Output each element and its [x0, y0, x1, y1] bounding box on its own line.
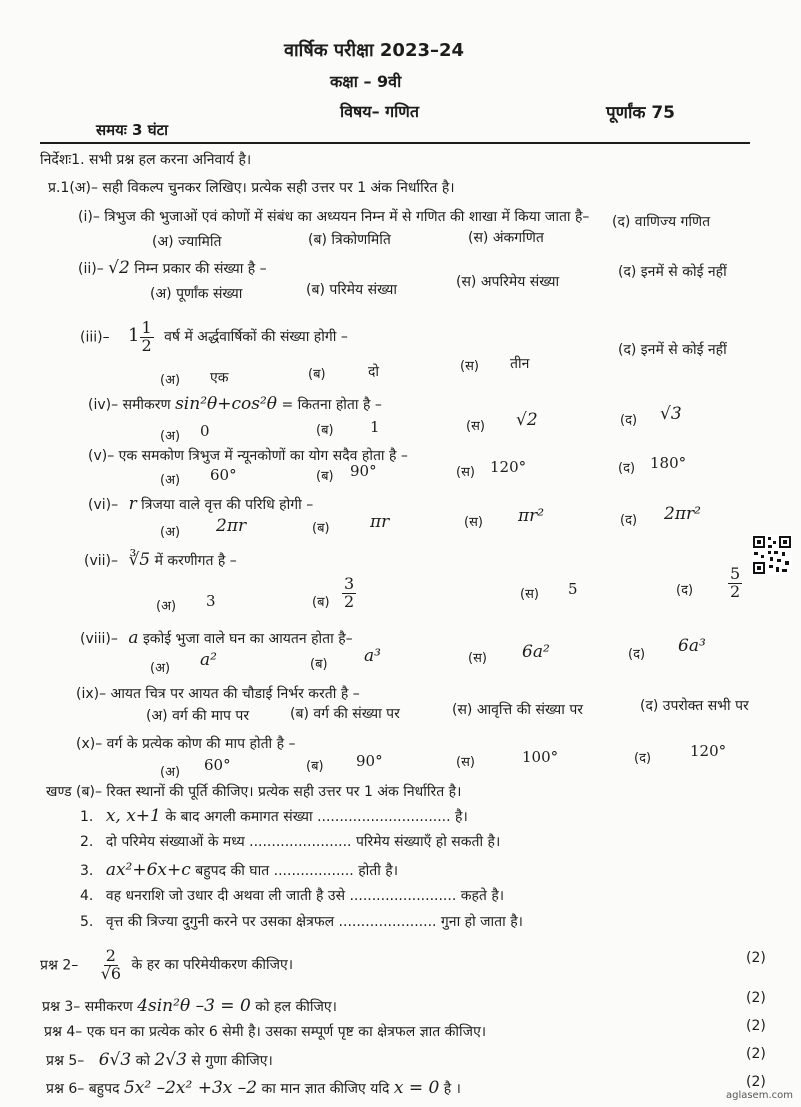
question-label: प्रश्न 2– — [40, 957, 79, 974]
question-text: त्रिभुज की भुजाओं एवं कोणों में संबंध का अध्ययन निम्न में से गणित की शाखा में किया जाता है– — [104, 209, 590, 225]
item-text: वृत्त की त्रिज्या दुगुनी करने पर उसका क्षेत्रफल ...................... गुना हो जाता है। — [105, 914, 523, 930]
fill-blank-item — [80, 806, 468, 826]
option-value: 90° — [356, 752, 383, 770]
question-math: r — [128, 494, 137, 514]
question-row — [80, 320, 348, 355]
question-number: (i)– — [78, 209, 100, 225]
question-row — [76, 684, 360, 703]
item-math: ax²+6x+c — [105, 860, 191, 880]
q1a-heading: प्र.1(अ)– सही विकल्प चुनकर लिखिए। प्रत्येक सही उत्तर पर 1 अंक निर्धारित है। — [48, 180, 455, 196]
option-label: (स) — [456, 755, 475, 770]
question-number: (ix)– — [76, 686, 107, 702]
mixed-fraction: $\frac{1}{2}$ — [141, 318, 152, 355]
option: (अ) पूर्णांक संख्या — [150, 286, 243, 302]
question-text: वर्ष में अर्द्धवार्षिकों की संख्या होगी – — [164, 329, 348, 346]
question-number: (vii)– — [84, 553, 118, 569]
option-label: (स) — [460, 359, 479, 374]
question-text: के हर का परिमेयीकरण कीजिए। — [131, 957, 294, 974]
option-label: (द) — [620, 413, 638, 428]
question-row — [76, 734, 296, 753]
question-text: त्रिजया वाले वृत्त की परिधि होगी – — [141, 497, 314, 513]
question-text: इकोई भुजा वाले घन का आयतन होता है– — [142, 631, 353, 647]
fill-blank-item — [80, 832, 500, 851]
question-text: को — [135, 1053, 150, 1069]
option-value: πr — [370, 512, 390, 532]
option-value: 0 — [200, 422, 210, 440]
question-text: से गुणा कीजिए। — [191, 1053, 273, 1069]
item-text: दो परिमेय संख्याओं के मध्य ....................... परिमेय संख्याएँ हो सकती है। — [105, 834, 501, 850]
marks: (2) — [746, 1046, 766, 1062]
item-text: बहुपद की घात .................. होती है। — [195, 863, 399, 879]
question-label: प्रश्न 5– — [46, 1053, 85, 1069]
option-label: (अ) — [160, 525, 181, 540]
marks: (2) — [746, 990, 766, 1006]
option-value: 100° — [522, 748, 559, 766]
option-value: 90° — [350, 462, 377, 480]
question-label: प्रश्न 4– — [44, 1024, 83, 1040]
question-text: वर्ग के प्रत्येक कोण की माप होती है – — [106, 736, 296, 752]
fill-blank-item — [80, 912, 523, 931]
question-row — [88, 394, 382, 414]
option-label: (अ) — [160, 473, 181, 488]
question-math: 4sin²θ –3 = 0 — [137, 996, 251, 1016]
qr-code-icon — [752, 535, 792, 575]
question-row — [84, 550, 237, 570]
option-label: (अ) — [160, 429, 181, 444]
marks: (2) — [746, 1018, 766, 1034]
question-prefix: समीकरण — [84, 999, 133, 1015]
question-label: प्रश्न 3– — [42, 999, 81, 1015]
option-label: (द) — [618, 461, 636, 476]
option-value: a² — [200, 650, 217, 670]
question-number: (iii)– — [80, 329, 110, 346]
question-row — [88, 494, 313, 514]
item-text: के बाद अगली कमागत संख्या .............................. है। — [165, 809, 468, 825]
option-value: 5 — [568, 580, 578, 598]
question-math: 6√3 — [98, 1050, 132, 1070]
option-value: √3 — [660, 404, 682, 424]
option-label: (अ) — [156, 599, 177, 614]
watermark: aglasem.com — [725, 1090, 793, 1101]
option-value: 6a² — [522, 642, 550, 662]
header-rule — [40, 142, 750, 144]
class-label: कक्षा – 9वी — [330, 72, 402, 91]
question-fraction: $\frac{2}{√6}$ — [100, 946, 122, 983]
option-value: 3 — [206, 592, 216, 610]
question-4 — [44, 1022, 486, 1041]
option-value: एक — [210, 370, 229, 386]
option-value: 180° — [650, 454, 687, 472]
option-label: (स) — [466, 419, 485, 434]
subject-label: विषय– गणित — [340, 102, 419, 121]
question-number: (v)– — [88, 448, 115, 464]
item-number: 1. — [80, 809, 94, 825]
option-value: तीन — [510, 356, 530, 372]
question-text: आयत चित्र पर आयत की चौडाई निर्भर करती है – — [110, 686, 360, 702]
option: (स) आवृत्ति की संख्या पर — [452, 702, 584, 718]
question-math: a — [128, 628, 139, 648]
option-label: (अ) — [160, 373, 181, 388]
question-row — [78, 258, 267, 278]
option-fraction: $\frac{3}{2}$ — [344, 574, 355, 611]
exam-title: वार्षिक परीक्षा 2023–24 — [284, 40, 465, 61]
option: (द) वाणिज्य गणित — [612, 214, 711, 230]
option-label: (ब) — [306, 759, 324, 774]
question-row — [78, 207, 589, 226]
fill-blank-item — [80, 860, 398, 880]
option: (द) उपरोक्त सभी पर — [640, 698, 749, 714]
option: (ब) त्रिकोणमिति — [308, 232, 391, 248]
option-value: दो — [368, 364, 380, 380]
option: (स) अंकगणित — [468, 230, 544, 246]
item-number: 3. — [80, 863, 94, 879]
max-marks-label: पूर्णांक 75 — [606, 103, 675, 123]
question-text: = कितना होता है – — [281, 397, 382, 413]
question-math: 2√3 — [154, 1050, 187, 1070]
option: (ब) वर्ग की संख्या पर — [290, 706, 400, 722]
question-text: एक समकोण त्रिभुज में न्यूनकोणों का योग सदैव होता है – — [118, 448, 408, 464]
question-math: sin²θ+cos²θ — [175, 394, 278, 414]
option: (ब) परिमेय संख्या — [306, 282, 398, 298]
option-value: 2πr² — [664, 504, 701, 524]
question-number: (vi)– — [88, 497, 119, 513]
option-value: a³ — [364, 646, 381, 666]
option-value: 60° — [210, 466, 237, 484]
question-text: निम्न प्रकार की संख्या है – — [134, 261, 267, 277]
option-label: (स) — [520, 587, 539, 602]
option-label: (ब) — [308, 367, 326, 382]
marks: (2) — [746, 950, 766, 966]
section-b-heading: खण्ड (ब)– रिक्त स्थानों की पूर्ति कीजिए। प्रत्येक सही उत्तर पर 1 अंक निर्धारित है। — [46, 784, 462, 800]
question-3 — [42, 996, 337, 1016]
question-5 — [46, 1050, 273, 1070]
question-2 — [40, 948, 293, 983]
option: (द) इनमें से कोई नहीं — [618, 342, 727, 358]
question-prefix: बहुपद — [88, 1081, 120, 1097]
question-number: (ii)– — [78, 261, 104, 277]
option-label: (द) — [628, 647, 646, 662]
option-label: (द) — [676, 583, 694, 598]
option-value: √2 — [516, 410, 538, 430]
option-value: πr² — [518, 506, 545, 526]
item-number: 5. — [80, 914, 94, 930]
option-label: (अ) — [150, 661, 171, 676]
question-row — [80, 628, 353, 648]
option-value: 1 — [370, 418, 380, 436]
question-text: एक घन का प्रत्येक कोर 6 सेमी है। उसका सम्पूर्ण पृष्ट का क्षेत्रफल ज्ञात कीजिए। — [86, 1024, 487, 1040]
item-text: वह धनराशि जो उधार दी अथवा ली जाती है उसे ........................ कहते है। — [105, 888, 505, 904]
option: (अ) ज्यामिति — [152, 234, 222, 250]
option-value: 2πr — [216, 516, 247, 536]
option-label: (स) — [464, 515, 483, 530]
item-math: x, x+1 — [105, 806, 161, 826]
option-label: (ब) — [312, 595, 330, 610]
question-text: को हल कीजिए। — [255, 999, 337, 1015]
time-label: समयः 3 घंटा — [96, 121, 169, 139]
question-text: का मान ज्ञात कीजिए यदि — [261, 1081, 390, 1097]
option-value: 120° — [490, 458, 527, 476]
instruction: निर्देशः1. सभी प्रश्न हल करना अनिवार्य है। — [40, 152, 252, 168]
option-label: (ब) — [312, 521, 330, 536]
option-label: (द) — [620, 513, 638, 528]
question-text: में करणीगत है – — [154, 553, 237, 569]
question-6 — [46, 1078, 461, 1098]
option-fraction: $\frac{5}{2}$ — [730, 564, 741, 601]
option: (द) इनमें से कोई नहीं — [618, 264, 727, 280]
option-label: (स) — [468, 651, 487, 666]
option-value: 120° — [690, 742, 727, 760]
option-label: (अ) — [160, 765, 181, 780]
question-label: प्रश्न 6– — [46, 1081, 85, 1097]
question-number: (viii)– — [80, 631, 118, 647]
option: (अ) वर्ग की माप पर — [146, 708, 250, 724]
option-label: (ब) — [310, 657, 328, 672]
question-math: x = 0 — [393, 1078, 440, 1098]
item-number: 4. — [80, 888, 94, 904]
option-label: (स) — [456, 465, 475, 480]
marks: (2) — [746, 1074, 766, 1090]
question-math: ∛5 — [128, 550, 151, 570]
question-text: है । — [443, 1081, 461, 1097]
option-value: 60° — [204, 756, 231, 774]
question-prefix: समीकरण — [122, 397, 171, 413]
fill-blank-item — [80, 886, 504, 905]
item-number: 2. — [80, 834, 94, 850]
question-math: 5x² –2x² +3x –2 — [123, 1078, 258, 1098]
option-label: (ब) — [316, 423, 334, 438]
question-number: (x)– — [76, 736, 103, 752]
question-math: √2 — [108, 258, 130, 278]
mixed-whole: 1 — [128, 325, 140, 347]
option: (स) अपरिमेय संख्या — [456, 274, 560, 290]
option-label: (ब) — [316, 469, 334, 484]
option-value: 6a³ — [678, 636, 706, 656]
question-number: (iv)– — [88, 397, 119, 413]
option-label: (द) — [634, 751, 652, 766]
